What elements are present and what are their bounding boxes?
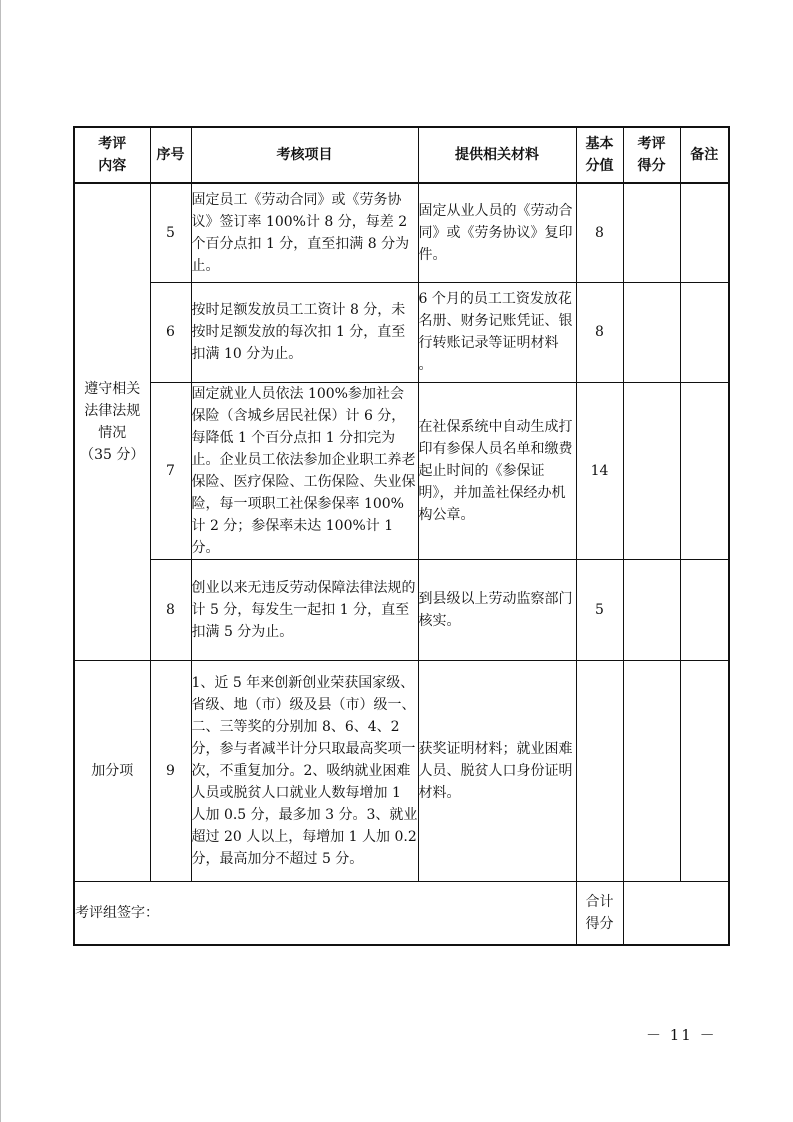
header-content: 考评 内容 [74, 127, 150, 183]
row-number: 8 [150, 559, 191, 660]
row-materials: 固定从业人员的《劳动合同》或《劳务协议》复印件。 [418, 183, 576, 282]
page-number: － 11 － [646, 1026, 717, 1044]
header-seq: 序号 [150, 127, 191, 183]
header-materials: 提供相关材料 [418, 127, 576, 183]
header-base-score: 基本 分值 [576, 127, 623, 183]
header-eval-score: 考评 得分 [623, 127, 680, 183]
total-score-value[interactable] [623, 881, 729, 945]
row-number: 7 [150, 382, 191, 559]
row-number: 9 [150, 660, 191, 881]
row-note[interactable] [680, 183, 729, 282]
header-item: 考核项目 [191, 127, 418, 183]
row-base-score: 8 [576, 183, 623, 282]
row-note[interactable] [680, 660, 729, 881]
table-row [74, 183, 729, 282]
row-item: 创业以来无违反劳动保障法律法规的计 5 分，每发生一起扣 1 分，直至扣满 5 分为止。 [191, 559, 418, 660]
signature-label: 考评组签字： [74, 881, 576, 945]
total-score-label: 合计 得分 [576, 881, 623, 945]
category-bonus: 加分项 [74, 660, 150, 881]
header-note: 备注 [680, 127, 729, 183]
row-base-score: 14 [576, 382, 623, 559]
table-row [74, 559, 729, 660]
row-materials: 在社保系统中自动生成打印有参保人员名单和缴费起止时间的《参保证明》，并加盖社保经办机构公章。 [418, 382, 576, 559]
table-row [74, 382, 729, 559]
row-note[interactable] [680, 282, 729, 382]
row-materials: 获奖证明材料；就业困难人员、脱贫人口身份证明材料。 [418, 660, 576, 881]
row-number: 5 [150, 183, 191, 282]
row-note[interactable] [680, 382, 729, 559]
row-materials: 到县级以上劳动监察部门核实。 [418, 559, 576, 660]
row-eval-score[interactable] [623, 559, 680, 660]
row-base-score: 8 [576, 282, 623, 382]
row-item: 固定就业人员依法 100%参加社会保险（含城乡居民社保）计 6 分，每降低 1 个百分点扣 1 分扣完为止。企业员工依法参加企业职工养老保险、医疗保险、工伤保险、失业保险，每一项职工社保参保率 100%计 2 分；参保率未达 100%计 1 分。 [191, 382, 418, 559]
row-note[interactable] [680, 559, 729, 660]
row-base-score: 5 [576, 559, 623, 660]
table-header-row [74, 127, 729, 183]
row-item: 按时足额发放员工工资计 8 分，未按时足额发放的每次扣 1 分，直至扣满 10 分为止。 [191, 282, 418, 382]
row-base-score [576, 660, 623, 881]
row-eval-score[interactable] [623, 183, 680, 282]
footer-row [74, 881, 729, 945]
table-row [74, 660, 729, 881]
row-materials: 6 个月的员工工资发放花名册、财务记账凭证、银行转账记录等证明材料 。 [418, 282, 576, 382]
page-left-border [0, 0, 1, 1122]
row-eval-score[interactable] [623, 382, 680, 559]
row-item: 固定员工《劳动合同》或《劳务协议》签订率 100%计 8 分，每差 2 个百分点扣 1 分，直至扣满 8 分为止。 [191, 183, 418, 282]
category-law-compliance: 遵守相关 法律法规 情况 （35 分） [74, 183, 150, 660]
assessment-table [73, 126, 730, 946]
table-row [74, 282, 729, 382]
row-eval-score[interactable] [623, 660, 680, 881]
row-number: 6 [150, 282, 191, 382]
row-eval-score[interactable] [623, 282, 680, 382]
row-item: 1、近 5 年来创新创业荣获国家级、省级、地（市）级及县（市）级一、二、三等奖的分别加 8、6、4、2 分，参与者减半计分只取最高奖项一次，不重复加分。2、吸纳就业困难人员或脱贫人口就业人数每增加 1 人加 0.5 分，最多加 3 分。3、就业超过 20 人以上，每增加 1 人加 0.2 分，最高加分不超过 5 分。 [191, 660, 418, 881]
